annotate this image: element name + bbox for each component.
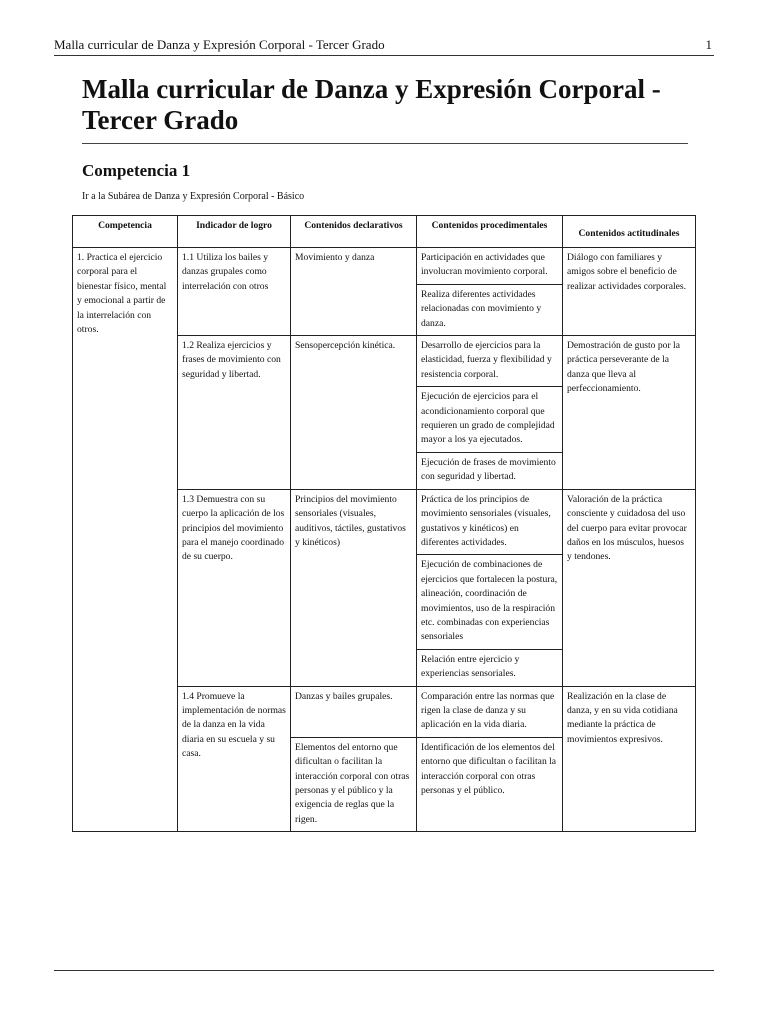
header-declarativos: Contenidos declarativos: [291, 216, 417, 248]
declarativos-cell: Sensopercepción kinética.: [291, 336, 417, 490]
header-procedimentales: Contenidos procedimentales: [417, 216, 563, 248]
running-header-title: Malla curricular de Danza y Expresión Corporal - Tercer Grado: [54, 37, 385, 52]
footer-divider: [54, 970, 714, 971]
running-header: [54, 36, 714, 54]
indicador-cell: 1.2 Realiza ejercicios y frases de movimiento con seguridad y libertad.: [178, 336, 291, 490]
subarea-link[interactable]: Ir a la Subárea de Danza y Expresión Corporal - Básico: [82, 191, 305, 202]
page-number: 1: [705, 37, 712, 52]
indicador-cell: 1.3 Demuestra con su cuerpo la aplicación de los principios del movimiento para el manejo coordinado de su cuerpo.: [178, 489, 291, 686]
procedimentales-cell: Realiza diferentes actividades relacionadas con movimiento y danza.: [417, 284, 563, 335]
actitudinales-cell: Demostración de gusto por la práctica perseverante de la danza que lleva al perfeccionamiento.: [563, 336, 696, 490]
header-competencia: Competencia: [73, 216, 178, 248]
indicador-cell: 1.1 Utiliza los bailes y danzas grupales como interrelación con otros: [178, 248, 291, 336]
declarativos-cell: Principios del movimiento sensoriales (visuales, auditivos, táctiles, gustativos y kinéticos): [291, 489, 417, 686]
header-divider: [54, 55, 714, 56]
procedimentales-cell: Comparación entre las normas que rigen la clase de danza y su aplicación en la vida diaria.: [417, 686, 563, 737]
header-actitudinales: Contenidos actitudinales: [563, 216, 696, 248]
section-title: Competencia 1: [82, 161, 191, 180]
procedimentales-cell: Ejecución de frases de movimiento con seguridad y libertad.: [417, 452, 563, 489]
procedimentales-cell: Práctica de los principios de movimiento sensoriales (visuales, gustativos y kinéticos) en diferentes actividades.: [417, 489, 563, 555]
header-indicador: Indicador de logro: [178, 216, 291, 248]
indicador-cell: 1.4 Promueve la implementación de normas de la danza en la vida diaria en su escuela y su casa.: [178, 686, 291, 832]
procedimentales-cell: Ejecución de combinaciones de ejercicios que fortalecen la postura, alineación, coordinación de movimientos, uso de la respiración etc. combinadas con experiencias sensoriales: [417, 555, 563, 649]
procedimentales-cell: Relación entre ejercicio y experiencias sensoriales.: [417, 649, 563, 686]
declarativos-cell: Danzas y bailes grupales.: [291, 686, 417, 737]
title-divider: [82, 143, 688, 144]
competencia-cell: 1. Practica el ejercicio corporal para el bienestar físico, mental y emocional a partir de la interrelación con otros.: [73, 248, 178, 832]
actitudinales-cell: Valoración de la práctica consciente y cuidadosa del uso del cuerpo para evitar provocar daños en los músculos, huesos y tendones.: [563, 489, 696, 686]
table-header-row: [73, 216, 696, 248]
actitudinales-cell: Diálogo con familiares y amigos sobre el beneficio de realizar actividades corporales.: [563, 248, 696, 336]
procedimentales-cell: Desarrollo de ejercicios para la elasticidad, fuerza y flexibilidad y resistencia corporal.: [417, 336, 563, 387]
page-title: Malla curricular de Danza y Expresión Corporal - Tercer Grado: [82, 74, 661, 135]
curriculum-table: [72, 215, 696, 832]
table-row: [73, 248, 696, 285]
declarativos-cell: Movimiento y danza: [291, 248, 417, 336]
actitudinales-cell: Realización en la clase de danza, y en su vida cotidiana mediante la práctica de movimientos expresivos.: [563, 686, 696, 832]
declarativos-cell: Elementos del entorno que dificultan o facilitan la interacción corporal con otras personas y el público y la exigencia de reglas que la rigen.: [291, 737, 417, 831]
procedimentales-cell: Ejecución de ejercicios para el acondicionamiento corporal que requieren un grado de complejidad mayor a los ya ejecutados.: [417, 387, 563, 453]
procedimentales-cell: Identificación de los elementos del entorno que dificultan o facilitan la interacción corporal con otras personas y el público.: [417, 737, 563, 831]
procedimentales-cell: Participación en actividades que involucran movimiento corporal.: [417, 248, 563, 285]
